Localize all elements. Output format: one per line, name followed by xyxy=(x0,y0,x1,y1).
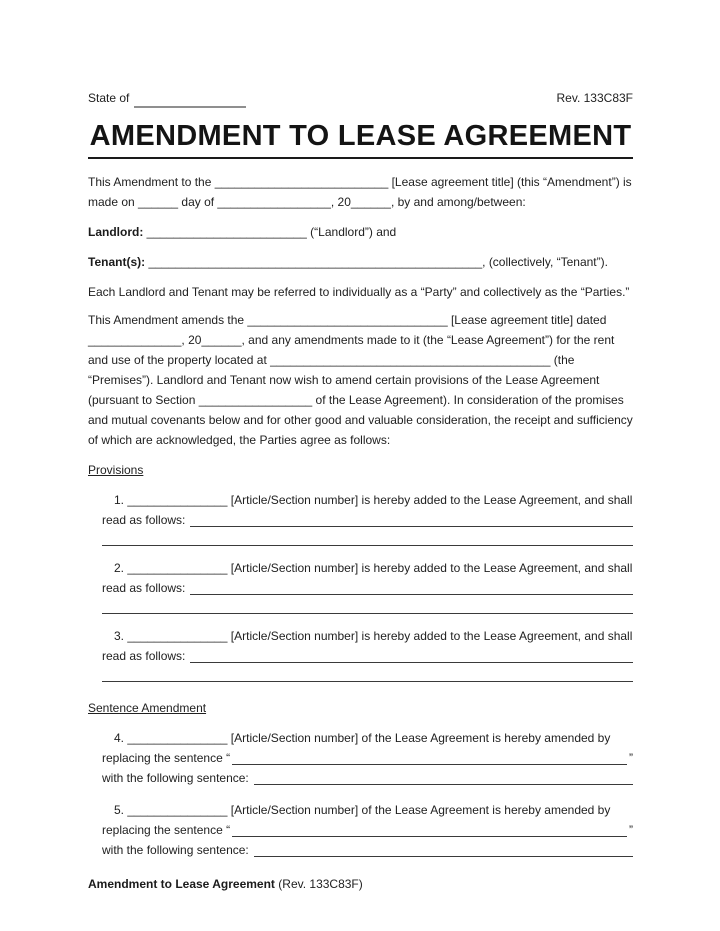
read-as-follows-label: read as follows: xyxy=(102,649,186,663)
closing-quote: ” xyxy=(629,751,633,765)
document-header xyxy=(88,88,633,108)
intro-paragraph: This Amendment to the __________________________ [Lease agreement title] (this “Amendment”) is made on ______ day of _________________, 20______, by and among/between: xyxy=(88,175,632,209)
document-footer xyxy=(88,874,633,894)
sentence-item-first-line xyxy=(102,800,633,820)
item-lead-text: _______________ [Article/Section number] is hereby added to the Lease Agreement, and shall xyxy=(127,493,633,507)
state-of-field xyxy=(88,88,246,108)
tenant-blank-text: __________________________________________________, (collectively, “Tenant”). xyxy=(148,255,608,269)
item-lead-text: _______________ [Article/Section number] of the Lease Agreement is hereby amended by xyxy=(127,803,611,817)
blank-line xyxy=(254,840,633,857)
provision-item-2 xyxy=(102,558,633,614)
read-as-follows-label: read as follows: xyxy=(102,513,186,527)
item-lead-text: _______________ [Article/Section number] is hereby added to the Lease Agreement, and shall xyxy=(127,561,633,575)
replacing-sentence-label: replacing the sentence “ xyxy=(102,751,231,765)
tenant-line xyxy=(88,252,633,272)
item-number: 4. xyxy=(114,731,125,745)
blank-line xyxy=(190,646,633,663)
blank-line xyxy=(232,820,627,837)
replacing-sentence-line xyxy=(102,748,633,768)
provision-item-first-line xyxy=(102,490,633,510)
item-lead-text: _______________ [Article/Section number] of the Lease Agreement is hereby amended by xyxy=(127,731,611,745)
state-of-blank-line xyxy=(134,92,246,108)
amends-paragraph: This Amendment amends the ______________________________ [Lease agreement title] dated ______________, 20______, and any amendments made to it (the “Lease Agreement”) for the rent and use of the property located at __________________________________________ (the “Premises”). Landlord and Tenant now wish to amend certain provisions of the Lease Agreement (pursuant to Section _________________ of the Lease Agreement). In consideration of the promises and mutual covenants below and for other good and valuable consideration, the receipt and sufficiency of which are acknowledged, the Parties agree as follows: xyxy=(88,313,633,447)
with-following-sentence-label: with the following sentence: xyxy=(102,771,249,785)
replacing-sentence-line xyxy=(102,820,633,840)
landlord-blank-text: ________________________ (“Landlord”) and xyxy=(146,225,397,239)
closing-quote: ” xyxy=(629,823,633,837)
with-following-sentence-line xyxy=(102,768,633,788)
item-number: 1. xyxy=(114,493,125,507)
read-as-follows-line xyxy=(102,510,633,530)
document-content xyxy=(88,88,633,860)
sentence-item-first-line xyxy=(102,728,633,748)
item-lead-text: _______________ [Article/Section number] is hereby added to the Lease Agreement, and shall xyxy=(127,629,633,643)
parties-paragraph: Each Landlord and Tenant may be referred to individually as a “Party” and collectively as the “Parties.” xyxy=(88,285,630,299)
with-following-sentence-line xyxy=(102,840,633,860)
provision-item-3 xyxy=(102,626,633,682)
item-number: 3. xyxy=(114,629,125,643)
footer-revision: (Rev. 133C83F) xyxy=(278,877,363,891)
read-as-follows-label: read as follows: xyxy=(102,581,186,595)
footer-title: Amendment to Lease Agreement xyxy=(88,877,275,891)
blank-line xyxy=(254,768,633,785)
provision-item-1 xyxy=(102,490,633,546)
with-following-sentence-label: with the following sentence: xyxy=(102,843,249,857)
blank-line xyxy=(232,748,627,765)
item-number: 5. xyxy=(114,803,125,817)
provision-item-first-line xyxy=(102,558,633,578)
sentence-item-5 xyxy=(102,800,633,860)
revision-code: Rev. 133C83F xyxy=(556,91,633,105)
title-rule xyxy=(88,157,633,159)
blank-line xyxy=(102,530,633,546)
landlord-label: Landlord: xyxy=(88,225,144,239)
sentence-item-4 xyxy=(102,728,633,788)
blank-line xyxy=(102,666,633,682)
landlord-line xyxy=(88,222,633,242)
replacing-sentence-label: replacing the sentence “ xyxy=(102,823,231,837)
item-number: 2. xyxy=(114,561,125,575)
document-title: AMENDMENT TO LEASE AGREEMENT xyxy=(89,120,632,152)
blank-line xyxy=(190,510,633,527)
tenant-label: Tenant(s): xyxy=(88,255,146,269)
blank-line xyxy=(102,598,633,614)
read-as-follows-line xyxy=(102,646,633,666)
sentence-amendment-heading: Sentence Amendment xyxy=(88,701,207,715)
provisions-heading: Provisions xyxy=(88,463,144,477)
blank-line xyxy=(190,578,633,595)
read-as-follows-line xyxy=(102,578,633,598)
state-of-label: State of xyxy=(88,91,130,105)
provision-item-first-line xyxy=(102,626,633,646)
